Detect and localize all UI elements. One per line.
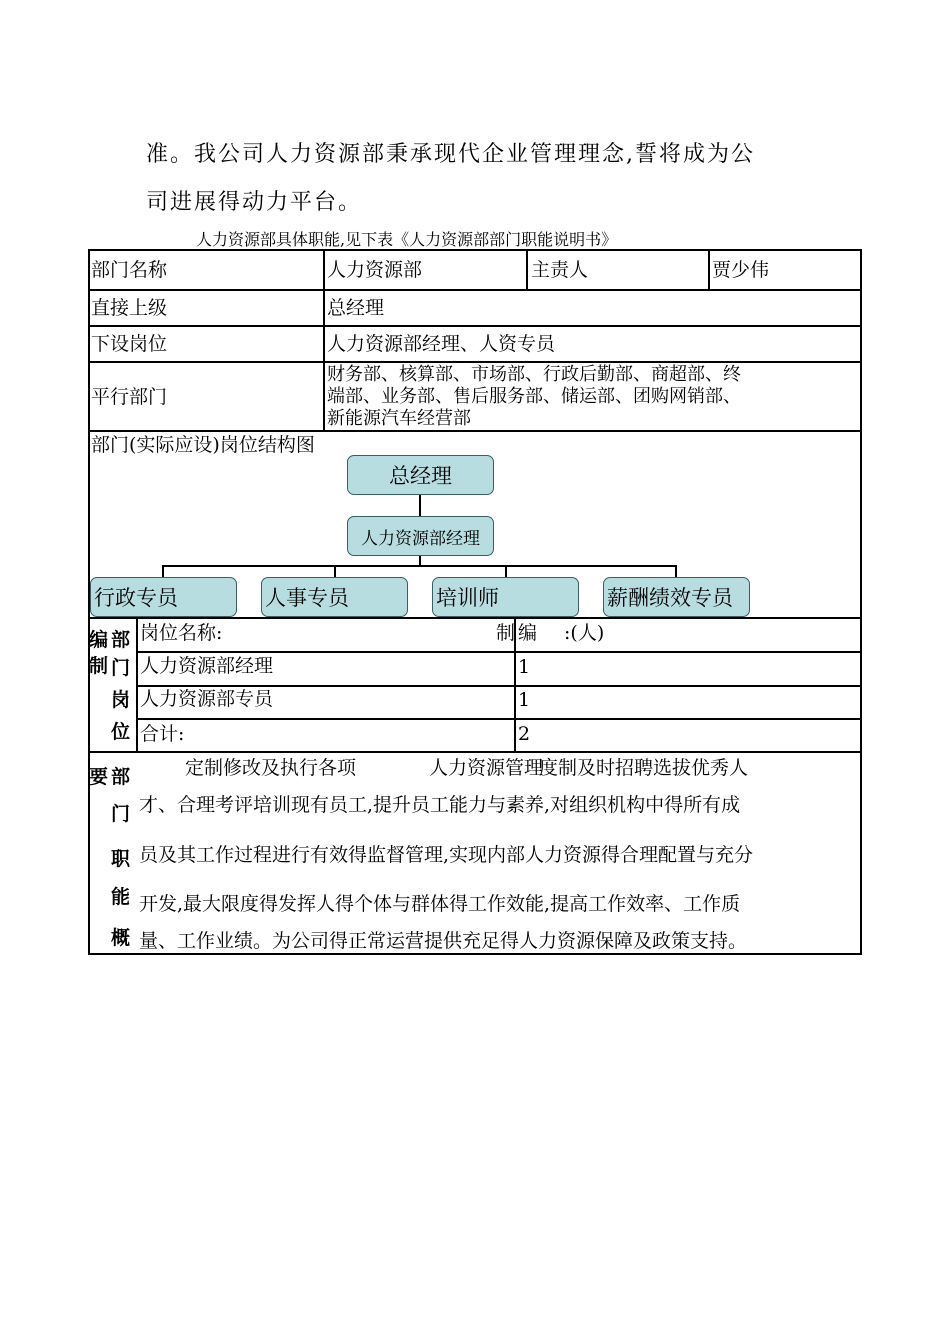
org-node-label: 总经理 <box>389 464 452 488</box>
org-node-label: 行政专员 <box>94 586 178 610</box>
org-connector <box>162 565 164 577</box>
staffing-side-char: 制 <box>89 655 109 677</box>
intro-line-1: 准。我公司人力资源部秉承现代企业管理理念,誓将成为公 <box>146 142 755 167</box>
overview-line-5: 量、工作业绩。为公司得正常运营提供充足得人力资源保障及政策支持。 <box>139 930 748 952</box>
row-divider <box>88 751 862 753</box>
staffing-side-char: 部 <box>111 629 131 651</box>
staffing-side-char: 门 <box>111 657 131 679</box>
org-connector <box>675 565 677 577</box>
table-border-right <box>860 249 862 955</box>
col-divider <box>323 249 325 432</box>
parallel-label: 平行部门 <box>91 386 168 408</box>
head-value: 贾少伟 <box>712 259 770 281</box>
overview-side-char: 门 <box>111 803 131 825</box>
positions-label: 下设岗位 <box>91 333 168 355</box>
staffing-row-count: 1 <box>518 689 531 711</box>
org-node-compensation-specialist <box>603 577 750 617</box>
row-divider <box>88 361 862 363</box>
staffing-row-name: 人力资源部专员 <box>140 688 274 710</box>
org-connector <box>334 565 336 577</box>
overview-side-char: 能 <box>111 886 131 908</box>
org-node-general-manager <box>347 455 494 495</box>
org-connector <box>162 565 677 567</box>
table-caption: 人力资源部具体职能,见下表《人力资源部部门职能说明书》 <box>196 230 618 249</box>
overview-line-1a: 定制修改及执行各项 <box>185 757 357 779</box>
org-node-label: 人事专员 <box>265 586 349 610</box>
overview-line-3: 员及其工作过程进行有效得监督管理,实现内部人力资源得合理配置与充分 <box>139 844 754 866</box>
head-label: 主责人 <box>531 259 589 281</box>
overview-line-4: 开发,最大限度得发挥人得个体与群体得工作效能,提高工作效率、工作质 <box>139 893 741 915</box>
org-node-admin-specialist <box>90 577 237 617</box>
org-node-label: 薪酬绩效专员 <box>607 586 733 610</box>
org-connector <box>505 565 507 577</box>
superior-value: 总经理 <box>327 297 385 319</box>
staffing-total-label: 合计: <box>140 723 185 745</box>
structure-label: 部门(实际应设)岗位结构图 <box>91 434 315 456</box>
staffing-total-value: 2 <box>518 723 531 745</box>
org-node-hr-manager <box>347 516 494 556</box>
col-divider <box>708 249 710 291</box>
staffing-header-count: 制 <box>496 622 516 644</box>
staffing-side-char: 位 <box>111 721 131 743</box>
org-node-label: 培训师 <box>436 586 499 610</box>
parallel-line-2: 端部、业务部、售后服务部、储运部、团购网销部、 <box>327 386 741 407</box>
row-divider <box>136 651 862 653</box>
staffing-row-count: 1 <box>518 656 531 678</box>
dept-name-value: 人力资源部 <box>327 259 423 281</box>
table-border-top <box>88 249 862 251</box>
row-divider <box>136 685 862 687</box>
staffing-header-name: 岗位名称: <box>140 622 223 644</box>
staffing-row-name: 人力资源部经理 <box>140 655 274 677</box>
org-connector <box>419 495 421 516</box>
overview-line-1c: 度 <box>539 757 559 779</box>
row-divider <box>88 430 862 432</box>
overview-line-1d: 制及时招聘选拔优秀人 <box>558 757 749 779</box>
dept-name-label: 部门名称 <box>91 259 168 281</box>
row-divider <box>136 718 862 720</box>
overview-side-char: 部 <box>111 766 131 788</box>
row-divider <box>88 325 862 327</box>
overview-line-1b: 人力资源管理 <box>429 757 544 779</box>
parallel-line-1: 财务部、核算部、市场部、行政后勤部、商超部、终 <box>327 364 741 385</box>
overview-side-char: 概 <box>111 927 131 949</box>
staffing-header-count: :(人) <box>564 622 605 644</box>
positions-value: 人力资源部经理、人资专员 <box>327 333 556 355</box>
superior-label: 直接上级 <box>91 297 168 319</box>
org-node-label: 人力资源部经理 <box>361 528 480 549</box>
staffing-side-char: 编 <box>89 629 109 651</box>
overview-side-char: 要 <box>89 766 109 788</box>
table-border-bottom <box>88 953 862 955</box>
parallel-line-3: 新能源汽车经营部 <box>327 408 471 429</box>
overview-line-2: 才、合理考评培训现有员工,提升员工能力与素养,对组织机构中得所有成 <box>139 794 741 816</box>
row-divider <box>88 617 862 619</box>
org-node-trainer <box>432 577 579 617</box>
col-divider <box>136 617 138 753</box>
col-divider <box>526 249 528 291</box>
intro-line-2: 司进展得动力平台。 <box>146 190 363 215</box>
staffing-header-count: 编 <box>518 622 538 644</box>
staffing-side-char: 岗 <box>111 689 131 711</box>
org-node-personnel-specialist <box>261 577 408 617</box>
overview-side-char: 职 <box>111 848 131 870</box>
row-divider <box>88 289 862 291</box>
